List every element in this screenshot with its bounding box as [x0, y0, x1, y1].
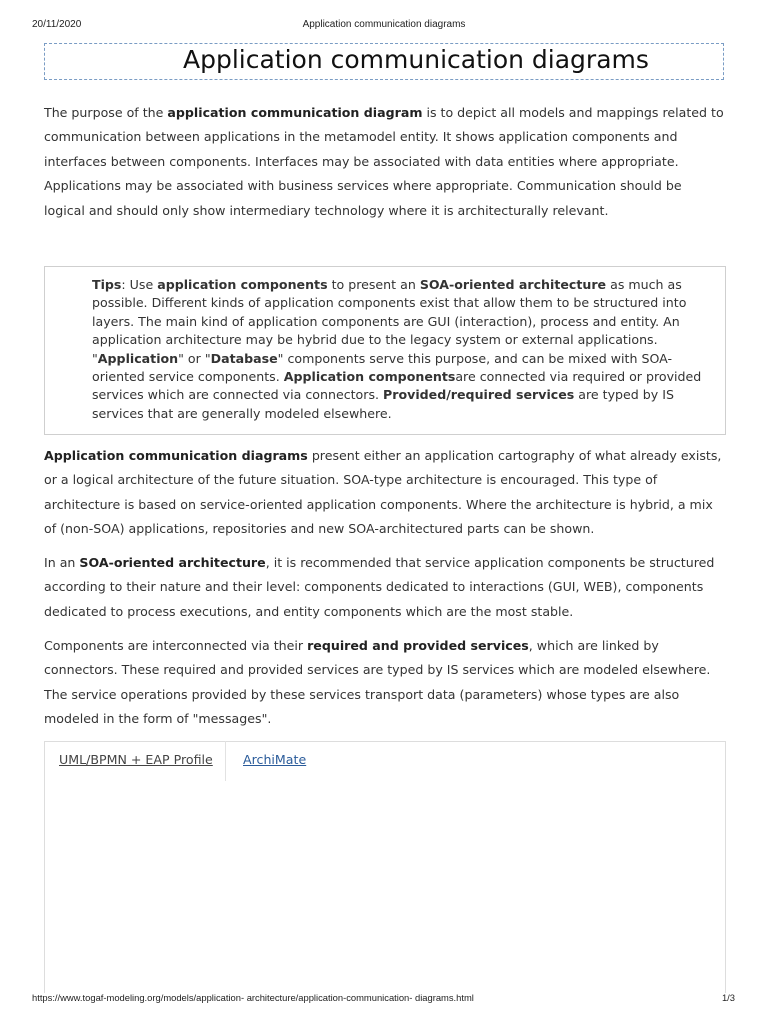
print-date: 20/11/2020	[32, 19, 82, 30]
tip-text	[92, 276, 714, 423]
tip-text-5: " components serve this purpose, and can be mixed with SOA-oriented service components.	[92, 350, 673, 385]
tip-text-6: are connected via required or provided services which are connected via connectors.	[92, 369, 702, 403]
para3-bold-1: SOA-oriented architecture	[79, 555, 266, 570]
para2-text-1: present either an application cartography of what already exists, or a logical architecture of the future situation. SOA-type architecture is encouraged. This type of architecture is based on service-oriented application components. Where the architecture is hybrid, a mix of (non-SOA) applications, repositories and new SOA-architectured parts can be shown.	[44, 448, 722, 537]
tab-archimate[interactable]: ArchiMate	[243, 752, 307, 767]
footer-page-number: 1/3	[721, 992, 735, 1003]
tab-uml-bpmn-eap-profile[interactable]: UML/BPMN + EAP Profile	[44, 741, 226, 781]
para3-text-2: , it is recommended that service application components be structured according to their nature and their level: components dedicated to interactions (GUI, WEB), components dedicated to process executions, and entity components which are the most stable.	[44, 555, 715, 619]
tip-bold-3: SOA-oriented architecture	[419, 277, 607, 292]
tip-label: Tips	[92, 277, 122, 292]
intro-paragraph	[44, 101, 726, 223]
tip-text-1: : Use	[121, 277, 158, 292]
tip-text-2: to present an	[327, 277, 420, 292]
footer-url: https://www.togaf-modeling.org/models/application- architecture/application-communication- diagrams.html	[32, 992, 474, 1003]
para4-text-1: Components are interconnected via their	[44, 638, 308, 653]
tip-text-4: " or "	[178, 350, 211, 366]
print-header-title: Application communication diagrams	[302, 19, 466, 30]
components-paragraph	[44, 634, 726, 732]
para4-text-2: , which are linked by connectors. These required and provided services are typed by IS services which are modeled elsewhere. The service operations provided by these services transport data (parameters) whose types are also modeled in the form of "messages".	[44, 638, 711, 727]
print-header	[0, 16, 768, 32]
tip-text-7: are typed by IS services that are generally modeled elsewhere.	[92, 387, 674, 421]
tip-bold-4: Application	[97, 350, 179, 366]
tip-bold-5: Database	[210, 350, 278, 366]
para4-bold-1: required and provided services	[307, 638, 529, 653]
tip-text-3: as much as possible. Different kinds of application components exist that allow them to be structured into layers. The main kind of application components are GUI (interaction), process and entity. An application architecture may be hybrid due to the legacy system or external applications. "	[92, 277, 687, 366]
page-title: Application communication diagrams	[183, 45, 649, 74]
tip-bold-7: Provided/required services	[383, 387, 575, 403]
intro-bold-1: application communication diagram	[167, 105, 423, 120]
tip-bold-6: Application components	[283, 369, 456, 385]
tip-bold-2: application components	[157, 277, 328, 292]
intro-text-1: The purpose of the	[44, 105, 168, 120]
para2-bold-1: Application communication diagrams	[44, 448, 308, 463]
soa-paragraph	[44, 551, 726, 624]
diagrams-paragraph	[44, 444, 726, 542]
para3-text-1: In an	[44, 555, 80, 570]
intro-text-2: is to depict all models and mappings related to communication between applications in the metamodel entity. It shows application components and interfaces between components. Interfaces may be associated with data entities where appropriate. Applications may be associated with business services where appropriate. Communication should be logical and should only show intermediary technology where it is architecturally relevant.	[44, 105, 724, 218]
print-footer	[0, 992, 768, 1006]
